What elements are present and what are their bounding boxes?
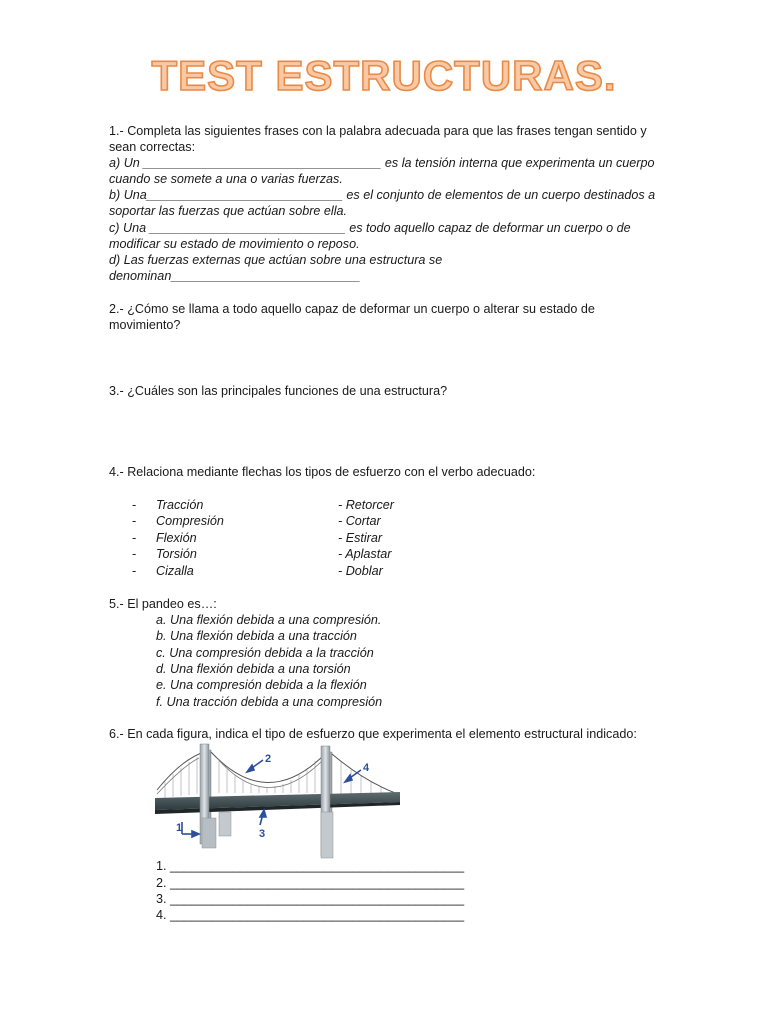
q2-line2: movimiento? <box>109 318 181 332</box>
q4-effort-item: Tracción <box>156 498 204 512</box>
q4-bullet: - <box>132 514 137 528</box>
q6-answer-line: 3. __________________________________________ <box>156 892 465 906</box>
q4-effort-item: Cizalla <box>156 564 194 578</box>
q1-intro-line2: sean correctas: <box>109 140 196 154</box>
q4-verb-item: - Estirar <box>338 531 383 545</box>
q4-effort-item: Compresión <box>156 514 224 528</box>
q1-item-b-line1: b) Una____________________________ es el conjunto de elementos de un cuerpo destinados a <box>109 188 656 202</box>
q3-line1: 3.- ¿Cuáles son las principales funciones de una estructura? <box>109 384 448 398</box>
q6-intro: 6.- En cada figura, indica el tipo de esfuerzo que experimenta el elemento estructural indicado: <box>109 727 637 741</box>
q2-line1: 2.- ¿Cómo se llama a todo aquello capaz de deformar un cuerpo o alterar su estado de <box>109 302 595 316</box>
q6-answer-line: 2. __________________________________________ <box>156 876 465 890</box>
q4-verb-item: - Cortar <box>338 514 381 528</box>
q1-item-a-line1: a) Un __________________________________ es la tensión interna que experimenta un cuerpo <box>109 156 655 170</box>
q4-effort-item: Flexión <box>156 531 197 545</box>
q4-bullet: - <box>132 498 137 512</box>
q1-item-b-line2: soportar las fuerzas que actúan sobre ella. <box>109 204 348 218</box>
q5-intro: 5.- El pandeo es…: <box>109 597 217 611</box>
suspension-bridge-figure <box>155 742 400 862</box>
q4-verb-item: - Retorcer <box>338 498 394 512</box>
q1-item-d-line1: d) Las fuerzas externas que actúan sobre una estructura se <box>109 253 443 267</box>
q4-intro: 4.- Relaciona mediante flechas los tipos de esfuerzo con el verbo adecuado: <box>109 465 536 479</box>
q6-answer-line: 4. __________________________________________ <box>156 908 465 922</box>
q1-item-d-line2: denominan___________________________ <box>109 269 361 283</box>
q5-option: f. Una tracción debida a una compresión <box>156 695 383 709</box>
q1-item-c-line1: c) Una ____________________________ es todo aquello capaz de deformar un cuerpo o de <box>109 221 631 235</box>
figure-label-2: 2 <box>265 753 272 765</box>
figure-label-3: 3 <box>259 828 266 840</box>
q1-intro-line1: 1.- Completa las siguientes frases con la palabra adecuada para que las frases tengan sentido y <box>109 124 647 138</box>
q4-verb-item: - Doblar <box>338 564 383 578</box>
q4-effort-item: Torsión <box>156 547 197 561</box>
q1-item-c-line2: modificar su estado de movimiento o reposo. <box>109 237 360 251</box>
q1-item-a-line2: cuando se somete a una o varias fuerzas. <box>109 172 343 186</box>
q4-bullet: - <box>132 564 137 578</box>
q5-option: e. Una compresión debida a la flexión <box>156 678 367 692</box>
bridge-illustration <box>155 742 400 862</box>
page-title: TEST ESTRUCTURAS. <box>151 52 617 99</box>
q4-bullet: - <box>132 531 137 545</box>
q5-option: d. Una flexión debida a una torsión <box>156 662 351 676</box>
q4-bullet: - <box>132 547 137 561</box>
q5-option: b. Una flexión debida a una tracción <box>156 629 357 643</box>
q5-option: a. Una flexión debida a una compresión. <box>156 613 382 627</box>
q4-verb-item: - Aplastar <box>338 547 392 561</box>
q5-option: c. Una compresión debida a la tracción <box>156 646 374 660</box>
figure-label-4: 4 <box>363 762 370 774</box>
figure-label-1: 1 <box>176 822 183 834</box>
q6-answer-line: 1. __________________________________________ <box>156 859 465 873</box>
